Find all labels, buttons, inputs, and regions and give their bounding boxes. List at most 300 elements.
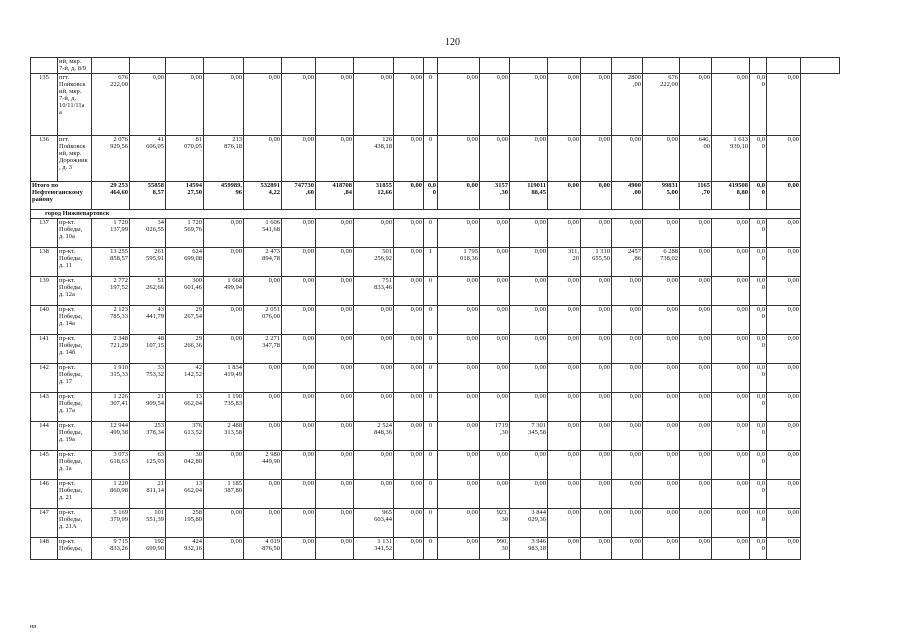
table-row [31, 393, 840, 422]
table-cell: 0,0 0 [750, 306, 767, 335]
table-cell: 0 [424, 136, 438, 182]
table-cell: 0,00 [643, 422, 680, 451]
table-cell: 0,00 [438, 451, 480, 480]
table-cell: 0,0 0 [750, 364, 767, 393]
table-cell [548, 58, 581, 74]
table-cell: 29 266,36 [166, 335, 204, 364]
table-cell: 0,00 [680, 451, 712, 480]
table-cell: 0,00 [680, 422, 712, 451]
table-cell: 0,00 [680, 509, 712, 538]
table-cell: 213 876,18 [204, 136, 244, 182]
table-cell: 0,00 [354, 335, 394, 364]
table-cell: 0,00 [438, 136, 480, 182]
total-cell: 0,00 [767, 182, 801, 210]
address-cell: пр-кт. Победы, д. 12а [58, 277, 92, 306]
total-label: Итого по Нефтеюганскому району [31, 182, 92, 210]
table-cell: 9 715 833,26 [92, 538, 130, 560]
table-cell: 0,00 [510, 335, 548, 364]
section-title: город Нижневартовск [31, 210, 801, 219]
table-cell: 0,00 [767, 74, 801, 136]
table-cell: 1 190 735,83 [204, 393, 244, 422]
table-cell: 0,00 [712, 509, 750, 538]
table-cell: 258 195,80 [166, 509, 204, 538]
table-cell: 2457 ,86 [612, 248, 643, 277]
table-cell: 0,00 [767, 538, 801, 560]
table-cell: 2 348 721,29 [92, 335, 130, 364]
table-cell: 1 720 137,99 [92, 219, 130, 248]
table-cell: 0,00 [712, 364, 750, 393]
table-cell: 1 720 569,76 [166, 219, 204, 248]
table-cell: 0,00 [282, 364, 316, 393]
total-cell: 0,0 0 [424, 182, 438, 210]
table-cell: 0,00 [581, 306, 612, 335]
table-cell: 0,00 [438, 422, 480, 451]
row-number: 147 [31, 509, 58, 538]
table-cell: 1 606 541,68 [244, 219, 282, 248]
table-cell: 0,00 [244, 480, 282, 509]
table-cell: 0,0 0 [750, 248, 767, 277]
table-cell: 624 699,08 [166, 248, 204, 277]
table-cell: 0 [424, 306, 438, 335]
table-cell: 0,00 [282, 422, 316, 451]
table-cell: 0,00 [548, 393, 581, 422]
total-cell: 55858 8,57 [130, 182, 166, 210]
table-cell: 0,00 [581, 277, 612, 306]
table-cell: 0,00 [548, 219, 581, 248]
table-cell: 0,00 [510, 74, 548, 136]
table-row [31, 335, 840, 364]
row-number: 136 [31, 136, 58, 182]
table-cell: 0,00 [244, 74, 282, 136]
table-cell: 29 267,54 [166, 306, 204, 335]
table-cell: 0,00 [612, 306, 643, 335]
table-cell [643, 58, 680, 74]
table-cell: 13 255 858,57 [92, 248, 130, 277]
table-cell: 0,00 [612, 219, 643, 248]
address-cell: ий, мкр. 7-й, д. 8/9 [58, 58, 92, 74]
table-cell: 0,00 [680, 364, 712, 393]
table-cell: 0,00 [394, 538, 424, 560]
table-cell: 0,00 [712, 277, 750, 306]
table-cell: 676 222,00 [643, 74, 680, 136]
table-cell: 676 222,00 [92, 74, 130, 136]
table-cell [130, 58, 166, 74]
table-cell: 0,00 [510, 364, 548, 393]
table-cell: 0,00 [581, 219, 612, 248]
table-cell: 0,00 [438, 509, 480, 538]
table-cell: 0,00 [282, 509, 316, 538]
table-cell [354, 58, 394, 74]
table-cell: 3 946 983,18 [510, 538, 548, 560]
table-cell: 0,0 0 [750, 451, 767, 480]
table-cell: 0,00 [480, 451, 510, 480]
table-cell [680, 58, 712, 74]
table-cell: 12 944 499,38 [92, 422, 130, 451]
table-cell: 0,00 [643, 451, 680, 480]
table-cell: 0,00 [394, 74, 424, 136]
table-cell: 0,00 [680, 74, 712, 136]
table-cell [316, 58, 354, 74]
table-cell: 0,00 [612, 509, 643, 538]
table-cell: 0,00 [643, 480, 680, 509]
address-cell: пр-кт. Победы, д. 21 [58, 480, 92, 509]
table-cell: 1 613 939,10 [712, 136, 750, 182]
table-cell: 0,00 [394, 277, 424, 306]
table-cell: 1 834 419,49 [204, 364, 244, 393]
table-cell: 0,00 [316, 306, 354, 335]
table-cell: 0,00 [548, 364, 581, 393]
table-row [31, 58, 840, 74]
table-cell: 192 699,90 [130, 538, 166, 560]
table-cell: 0,00 [316, 422, 354, 451]
total-cell: 418708 ,84 [316, 182, 354, 210]
table-cell: 0,00 [480, 393, 510, 422]
table-cell: 0,00 [548, 451, 581, 480]
address-cell: пр-кт. Победы, д. 21А [58, 509, 92, 538]
table-cell: 0,00 [767, 219, 801, 248]
table-cell: 0 [424, 364, 438, 393]
table-cell: 0,00 [282, 277, 316, 306]
table-cell: 0,00 [581, 364, 612, 393]
table-cell: 0,00 [282, 335, 316, 364]
table-cell: 0,00 [316, 277, 354, 306]
table-row [31, 74, 840, 136]
table-cell [204, 58, 244, 74]
address-cell: пр-кт. Победы, д. 14а [58, 306, 92, 335]
table-cell: 0,00 [767, 277, 801, 306]
table-cell [282, 58, 316, 74]
table-cell: 0,00 [394, 422, 424, 451]
table-cell: 21 909,54 [130, 393, 166, 422]
row-number: 146 [31, 480, 58, 509]
table-cell: 501 256,92 [354, 248, 394, 277]
total-cell: 419508 8,80 [712, 182, 750, 210]
table-cell: 0,00 [438, 335, 480, 364]
table-cell: 0,00 [204, 509, 244, 538]
table-cell: 376 613,52 [166, 422, 204, 451]
table-cell: 0,00 [680, 335, 712, 364]
table-cell: 0,00 [480, 335, 510, 364]
table-cell: 51 262,66 [130, 277, 166, 306]
table-cell: 0,00 [767, 248, 801, 277]
table-cell: 261 595,91 [130, 248, 166, 277]
table-cell: 1719 ,30 [480, 422, 510, 451]
table-cell: 0,00 [316, 248, 354, 277]
table-row [31, 480, 840, 509]
row-number: 138 [31, 248, 58, 277]
table-cell: 0,00 [712, 306, 750, 335]
total-cell: 459989, 96 [204, 182, 244, 210]
table-cell: 2 051 076,00 [244, 306, 282, 335]
table-cell: 0,00 [510, 393, 548, 422]
table-cell: 751 833,46 [354, 277, 394, 306]
table-cell [612, 58, 643, 74]
total-cell: 14594 27,50 [166, 182, 204, 210]
table-cell [750, 58, 767, 74]
table-cell: 0,00 [244, 364, 282, 393]
table-cell: 63 125,93 [130, 451, 166, 480]
address-cell: пр-кт. Победы, д. 1а [58, 451, 92, 480]
table-cell: 923, 30 [480, 509, 510, 538]
table-cell: 0,00 [282, 538, 316, 560]
table-cell: 0,00 [612, 277, 643, 306]
table-cell: 0,00 [244, 422, 282, 451]
table-cell: 0 [424, 335, 438, 364]
table-cell: 0 [424, 451, 438, 480]
table-cell: 0,00 [767, 509, 801, 538]
table-cell: 0,00 [282, 393, 316, 422]
table-cell: 0,00 [438, 538, 480, 560]
table-cell: 0,00 [767, 364, 801, 393]
total-cell: 31855 12,66 [354, 182, 394, 210]
table-cell: 2 271 347,78 [244, 335, 282, 364]
table-cell: 0,00 [680, 306, 712, 335]
table-cell: 0,00 [354, 306, 394, 335]
housing-register-table [30, 57, 840, 560]
table-cell: 0,00 [612, 136, 643, 182]
table-cell: 0,00 [510, 277, 548, 306]
table-cell: 42 142,52 [166, 364, 204, 393]
table-cell [424, 58, 438, 74]
total-row [31, 182, 840, 210]
row-number [31, 58, 58, 74]
table-cell: 0,00 [244, 509, 282, 538]
table-cell: 0,00 [712, 480, 750, 509]
table-row [31, 136, 840, 182]
table-cell: 0,00 [316, 451, 354, 480]
table-cell: 21 811,14 [130, 480, 166, 509]
table-cell: 0,00 [204, 451, 244, 480]
table-cell [92, 58, 130, 74]
table-cell: 0,00 [480, 480, 510, 509]
table-cell: 0 [424, 219, 438, 248]
table-row [31, 277, 840, 306]
table-cell: 0,00 [767, 393, 801, 422]
table-cell: 0,00 [680, 393, 712, 422]
table-cell: 0 [424, 74, 438, 136]
table-cell: 33 753,32 [130, 364, 166, 393]
table-cell: 0,00 [612, 364, 643, 393]
table-cell: 0,00 [282, 451, 316, 480]
address-cell: пр-кт. Победы, д. 17а [58, 393, 92, 422]
table-cell: 0,00 [643, 335, 680, 364]
table-cell: 0,00 [480, 136, 510, 182]
table-cell [767, 58, 801, 74]
address-cell: пр-кт. Победы, д. 19а [58, 422, 92, 451]
total-cell: 0,00 [438, 182, 480, 210]
table-cell: 81 070,05 [166, 136, 204, 182]
table-cell: 0,00 [438, 480, 480, 509]
table-cell: 0,00 [548, 422, 581, 451]
table-cell: 0,00 [316, 393, 354, 422]
table-cell: 0,00 [282, 219, 316, 248]
table-cell: 2 524 848,36 [354, 422, 394, 451]
table-cell: 0,00 [581, 335, 612, 364]
table-row [31, 306, 840, 335]
table-cell: 0,00 [548, 136, 581, 182]
table-cell: 3 844 029,36 [510, 509, 548, 538]
table-cell: 0,00 [354, 451, 394, 480]
section-header-row [31, 210, 840, 219]
table-cell: 0,00 [612, 451, 643, 480]
table-cell: 1 220 860,98 [92, 480, 130, 509]
table-cell: 0,00 [548, 335, 581, 364]
table-cell [166, 58, 204, 74]
table-cell: 2 076 929,56 [92, 136, 130, 182]
table-cell: 0,00 [581, 480, 612, 509]
table-cell: 0,00 [712, 451, 750, 480]
total-cell: 0,00 [581, 182, 612, 210]
table-cell: 0,00 [712, 422, 750, 451]
table-cell: 0,00 [204, 248, 244, 277]
table-cell: 0,00 [643, 306, 680, 335]
table-cell [801, 58, 840, 74]
address-cell: пр-кт. Победы, д. 17 [58, 364, 92, 393]
table-cell: 101 551,39 [130, 509, 166, 538]
table-cell [244, 58, 282, 74]
table-cell: 0 [424, 277, 438, 306]
table-row [31, 422, 840, 451]
table-cell: 0,00 [394, 364, 424, 393]
table-cell: 0,00 [643, 364, 680, 393]
total-cell: 4900 ,00 [612, 182, 643, 210]
table-cell: 0,00 [394, 219, 424, 248]
table-cell: 0,00 [612, 422, 643, 451]
table-cell: 0,00 [282, 480, 316, 509]
table-cell: 0,00 [643, 219, 680, 248]
table-cell: 0,00 [354, 219, 394, 248]
table-cell: 0,00 [767, 136, 801, 182]
table-cell: 0,00 [712, 248, 750, 277]
table-cell: 0,00 [166, 74, 204, 136]
table-cell: 0,00 [643, 136, 680, 182]
table-cell: 990, 30 [480, 538, 510, 560]
address-cell: пр-кт. Победы, д. 10а [58, 219, 92, 248]
table-cell: 0,00 [244, 277, 282, 306]
table-cell: 0,00 [394, 248, 424, 277]
table-cell: 0,00 [438, 364, 480, 393]
table-cell: 34 026,55 [130, 219, 166, 248]
table-cell: 1 [424, 248, 438, 277]
row-number: 144 [31, 422, 58, 451]
table-cell: 0,00 [394, 480, 424, 509]
table-cell: 0,0 0 [750, 509, 767, 538]
table-cell: 0,0 0 [750, 393, 767, 422]
table-cell: 0,00 [712, 393, 750, 422]
table-cell: 0,00 [394, 393, 424, 422]
table-cell: 0,00 [643, 277, 680, 306]
table-cell: 0,00 [204, 306, 244, 335]
table-cell: 0,00 [282, 306, 316, 335]
table-cell: 0,00 [680, 480, 712, 509]
table-cell [394, 58, 424, 74]
table-cell: 0,00 [510, 480, 548, 509]
table-cell: 0,0 0 [750, 422, 767, 451]
table-row [31, 451, 840, 480]
table-cell: 0,00 [438, 277, 480, 306]
address-cell: пр-кт. Победы, д. 11 [58, 248, 92, 277]
table-cell: 0,00 [548, 277, 581, 306]
table-cell: 0,00 [712, 74, 750, 136]
table-cell: 0,00 [354, 480, 394, 509]
table-cell: 0 [424, 509, 438, 538]
table-cell: 0,00 [480, 277, 510, 306]
table-cell: 41 606,05 [130, 136, 166, 182]
table-cell: 0,00 [394, 136, 424, 182]
table-cell: 0,00 [480, 248, 510, 277]
table-cell: 0,00 [510, 248, 548, 277]
table-cell: 0,00 [712, 219, 750, 248]
table-cell: 0,00 [316, 219, 354, 248]
table-cell: 0,00 [354, 74, 394, 136]
table-cell: 0,00 [612, 538, 643, 560]
table-cell: 424 932,16 [166, 538, 204, 560]
table-cell: 0,00 [767, 451, 801, 480]
table-cell: 0,0 0 [750, 136, 767, 182]
table-cell: 1 310 655,50 [581, 248, 612, 277]
table-cell: 0,00 [316, 335, 354, 364]
table-cell: 0,0 0 [750, 74, 767, 136]
table-cell [510, 58, 548, 74]
table-cell: 0,00 [581, 451, 612, 480]
table-cell: 0,00 [643, 538, 680, 560]
table-cell: 646, 00 [680, 136, 712, 182]
table-cell: 0 [424, 422, 438, 451]
table-row [31, 538, 840, 560]
table-cell: 1 668 499,94 [204, 277, 244, 306]
table-cell: 0,00 [680, 277, 712, 306]
row-number: 145 [31, 451, 58, 480]
table-cell: 0,00 [316, 136, 354, 182]
table-cell: 965 603,44 [354, 509, 394, 538]
table-cell: 0,00 [548, 509, 581, 538]
table-cell: 0,00 [394, 306, 424, 335]
table-cell: 0,00 [612, 393, 643, 422]
table-cell: 0,00 [680, 248, 712, 277]
table-cell: 1 795 018,36 [438, 248, 480, 277]
table-cell: 0,00 [643, 393, 680, 422]
total-cell: 29 253 464,60 [92, 182, 130, 210]
table-cell: 0,00 [316, 74, 354, 136]
total-cell: 119011 88,45 [510, 182, 548, 210]
table-cell: 0,00 [130, 74, 166, 136]
table-cell: 13 662,04 [166, 480, 204, 509]
row-number: 143 [31, 393, 58, 422]
table-cell: 0,00 [643, 509, 680, 538]
table-row [31, 219, 840, 248]
row-number: 148 [31, 538, 58, 560]
table-cell: 0 [424, 480, 438, 509]
table-cell: 2 980 449,90 [244, 451, 282, 480]
total-cell: 747730 ,60 [282, 182, 316, 210]
table-cell: 311, 20 [548, 248, 581, 277]
table-cell: 0,00 [581, 422, 612, 451]
address-cell: пгт. Пойковск ий, мкр. 7-й, д. 10/11/11а а [58, 74, 92, 136]
row-number: 139 [31, 277, 58, 306]
table-cell: 2 123 785,33 [92, 306, 130, 335]
table-cell: 0,00 [767, 480, 801, 509]
table-cell: 0,0 0 [750, 538, 767, 560]
table-cell: 0,00 [480, 306, 510, 335]
table-cell: 0,00 [581, 74, 612, 136]
table-cell: 0,00 [480, 74, 510, 136]
row-number: 135 [31, 74, 58, 136]
table-cell [581, 58, 612, 74]
table-cell: 13 662,04 [166, 393, 204, 422]
address-cell: пр-кт. Победы, [58, 538, 92, 560]
table-cell: 1 131 341,52 [354, 538, 394, 560]
table-cell: 0,00 [510, 219, 548, 248]
